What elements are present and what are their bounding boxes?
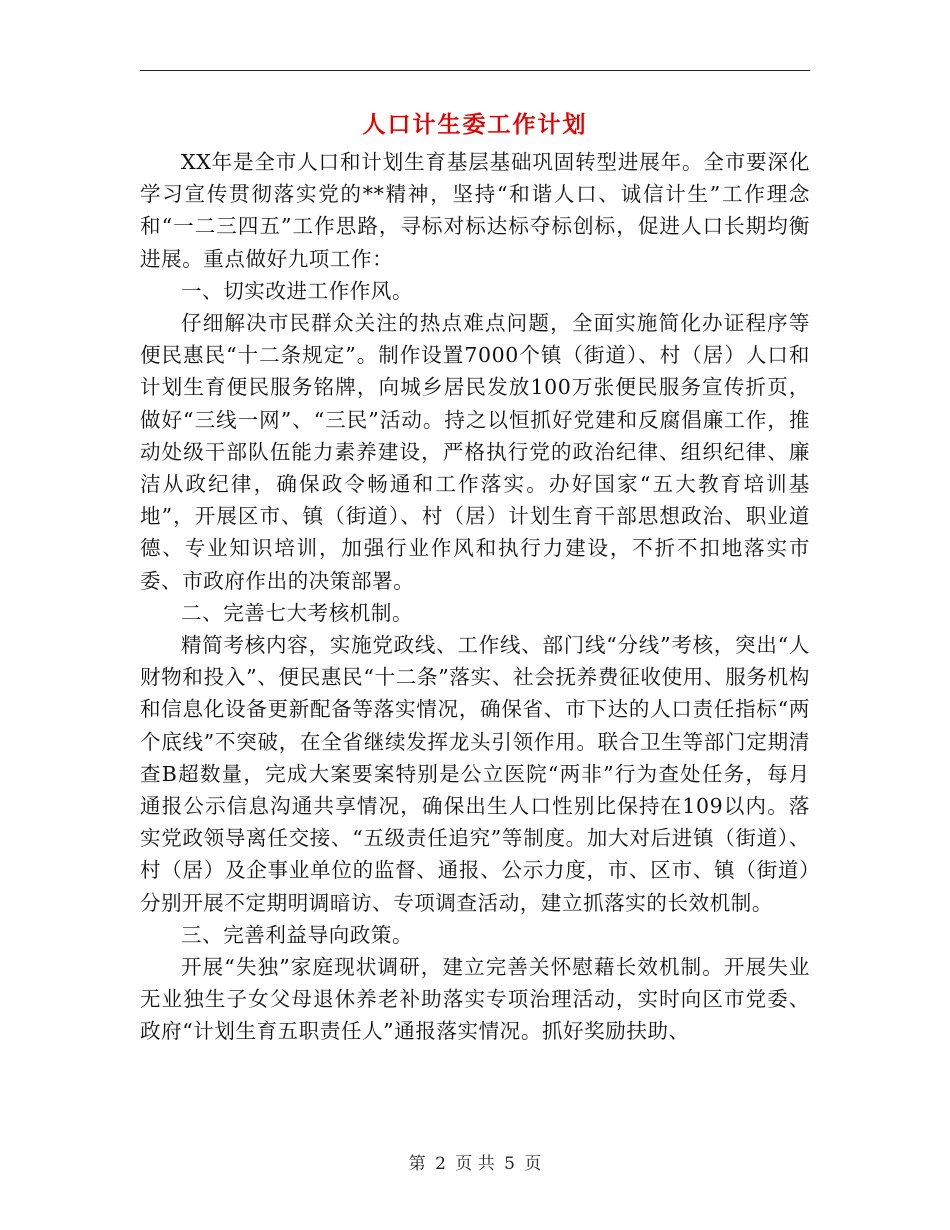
paragraph-section-2: 精简考核内容，实施党政线、工作线、部门线“分线”考核，突出“人财物和投入”、便民惠民“十二条”落实、社会抚养费征收使用、服务机构和信息化设备更新配备等落实情况，确保省、市下达的人口责任指标“两个底线”不突破，在全省继续发挥龙头引领作用。联合卫生等部门定期清查B超数量，完成大案要案特别是公立医院“两非”行为查处任务，每月通报公示信息沟通共享情况，确保出生人口性别比保持在109以内。落实党政领导离任交接、“五级责任追究”等制度。加大对后进镇（街道）、村（居）及企事业单位的监督、通报、公示力度，市、区市、镇（街道）分别开展不定期明调暗访、专项调查活动，建立抓落实的长效机制。 bbox=[140, 633, 810, 915]
page-footer bbox=[140, 1152, 810, 1176]
footer-prefix: 第 bbox=[408, 1154, 426, 1174]
document-title: 人口计生委工作计划 bbox=[362, 111, 588, 138]
section-heading-2: 二、完善七大考核机制。 bbox=[181, 600, 414, 625]
footer-total-pages: 5 bbox=[504, 1154, 515, 1174]
footer-page-number: 2 bbox=[435, 1154, 446, 1174]
section-heading-1: 一、切实改进工作作风。 bbox=[181, 278, 414, 303]
header-rule bbox=[140, 70, 810, 71]
section-heading-3: 三、完善利益导向政策。 bbox=[181, 922, 414, 947]
footer-suffix: 页 bbox=[524, 1154, 542, 1174]
document-body bbox=[140, 146, 810, 1048]
paragraph-section-1: 仔细解决市民群众关注的热点难点问题，全面实施简化办证程序等便民惠民“十二条规定”。制作设置7000个镇（街道）、村（居）人口和计划生育便民服务铭牌，向城乡居民发放100万张便民服务宣传折页，做好“三线一网”、“三民”活动。持之以恒抓好党建和反腐倡廉工作，推动处级干部队伍能力素养建设，严格执行党的政治纪律、组织纪律、廉洁从政纪律，确保政令畅通和工作落实。办好国家“五大教育培训基地”，开展区市、镇（街道）、村（居）计划生育干部思想政治、职业道德、专业知识培训，加强行业作风和执行力建设，不折不扣地落实市委、市政府作出的决策部署。 bbox=[140, 311, 810, 593]
paragraph-intro: XX年是全市人口和计划生育基层基础巩固转型进展年。全市要深化学习宣传贯彻落实党的**精神，坚持“和谐人口、诚信计生”工作理念和“一二三四五”工作思路，寻标对标达标夺标创标，促进人口长期均衡进展。重点做好九项工作： bbox=[140, 150, 810, 271]
footer-middle: 页 共 bbox=[455, 1154, 495, 1174]
paragraph-section-3: 开展“失独”家庭现状调研，建立完善关怀慰藉长效机制。开展失业无业独生子女父母退休养老补助落实专项治理活动，实时向区市党委、政府“计划生育五职责任人”通报落实情况。抓好奖励扶助、 bbox=[140, 955, 810, 1044]
